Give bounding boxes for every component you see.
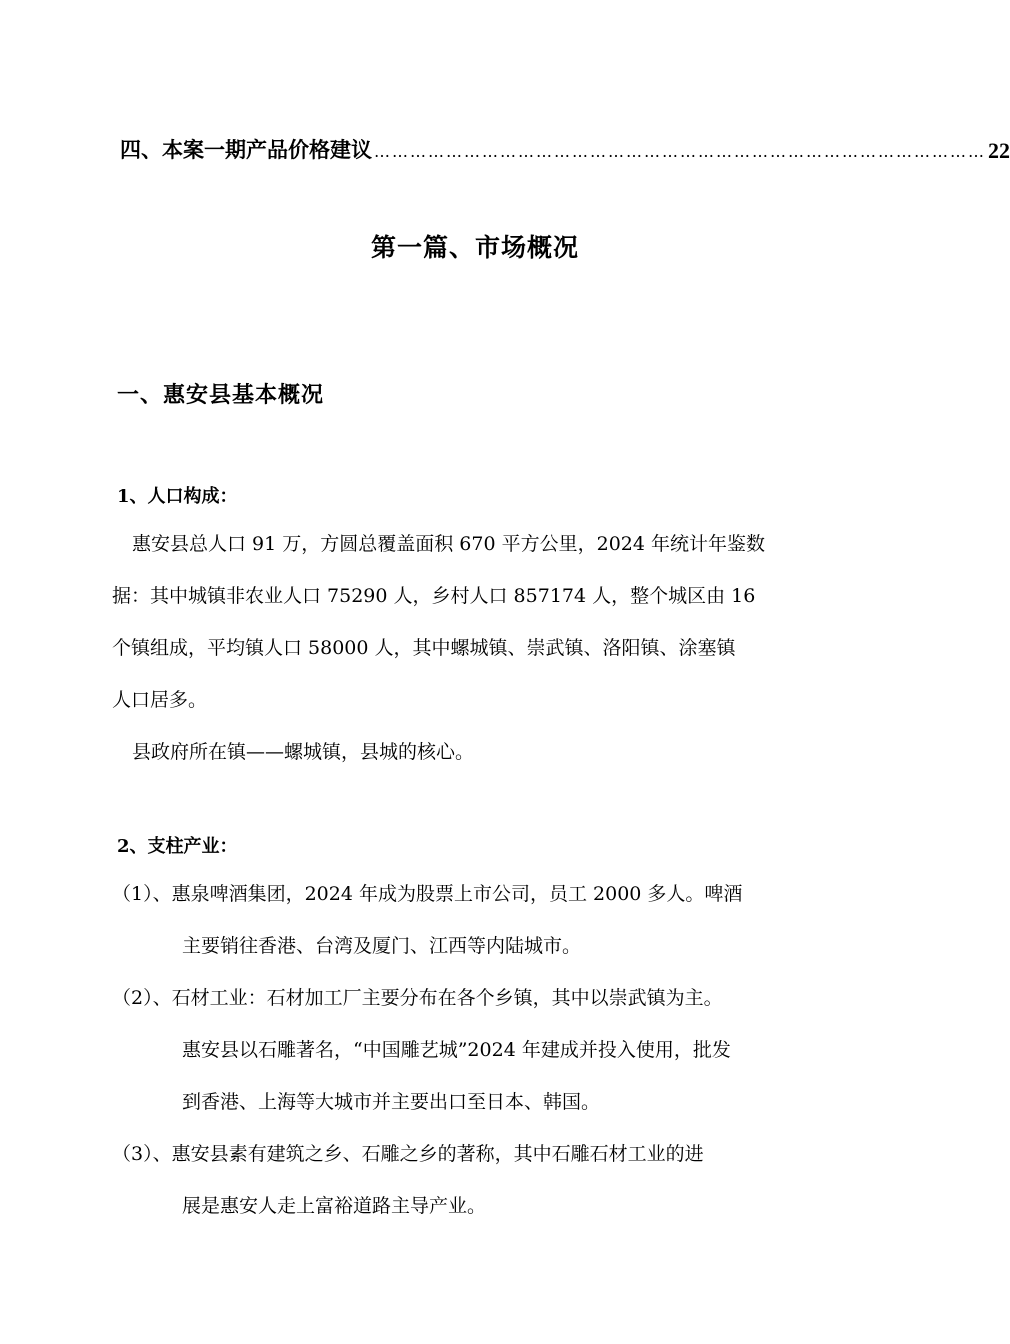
population-line-4: 人口居多。	[112, 689, 208, 711]
industry-item-3-line-2: 展是惠安人走上富裕道路主导产业。	[182, 1195, 487, 1217]
toc-entry[interactable]	[120, 128, 1010, 164]
industry-item-3-line-1: （3）、惠安县素有建筑之乡、石雕之乡的著称，其中石雕石材工业的进	[112, 1143, 704, 1165]
population-line-3: 个镇组成，平均镇人口 58000 人，其中螺城镇、崇武镇、洛阳镇、涂塞镇	[112, 637, 736, 659]
industry-item-1	[112, 868, 840, 972]
industry-item-1-line-2: 主要销往香港、台湾及厦门、江西等内陆城市。	[182, 935, 582, 957]
part-title: 第一篇、市场概况	[370, 233, 579, 262]
industry-item-1-line-1: （1）、惠泉啤酒集团，2024 年成为股票上市公司，员工 2000 多人。啤酒	[112, 883, 743, 905]
industry-item-3	[112, 1128, 840, 1232]
industry-item-2-line-3: 到香港、上海等大城市并主要出口至日本、韩国。	[182, 1091, 601, 1113]
population-heading: 1、人口构成：	[117, 486, 238, 507]
toc-entry-label: 四、本案一期产品价格建议	[120, 137, 372, 162]
toc-page-number: 22	[988, 138, 1010, 163]
population-paragraph	[112, 518, 840, 726]
population-line-1: 惠安县总人口 91 万，方圆总覆盖面积 670 平方公里，2024 年统计年鉴数	[132, 533, 765, 555]
county-seat-paragraph: 县政府所在镇——螺城镇，县城的核心。	[132, 741, 475, 763]
industry-item-2-line-1: （2）、石材工业：石材加工厂主要分布在各个乡镇，其中以崇武镇为主。	[112, 987, 723, 1009]
industry-item-2	[112, 972, 840, 1128]
section-title: 一、惠安县基本概况	[117, 382, 325, 408]
population-line-2: 据：其中城镇非农业人口 75290 人，乡村人口 857174 人，整个城区由 16	[112, 585, 756, 607]
industry-heading: 2、支柱产业：	[117, 836, 238, 857]
toc-leader-dots: …………………………………………………………………………………………	[374, 142, 986, 161]
industry-item-2-line-2: 惠安县以石雕著名，“中国雕艺城”2024 年建成并投入使用，批发	[182, 1039, 731, 1061]
